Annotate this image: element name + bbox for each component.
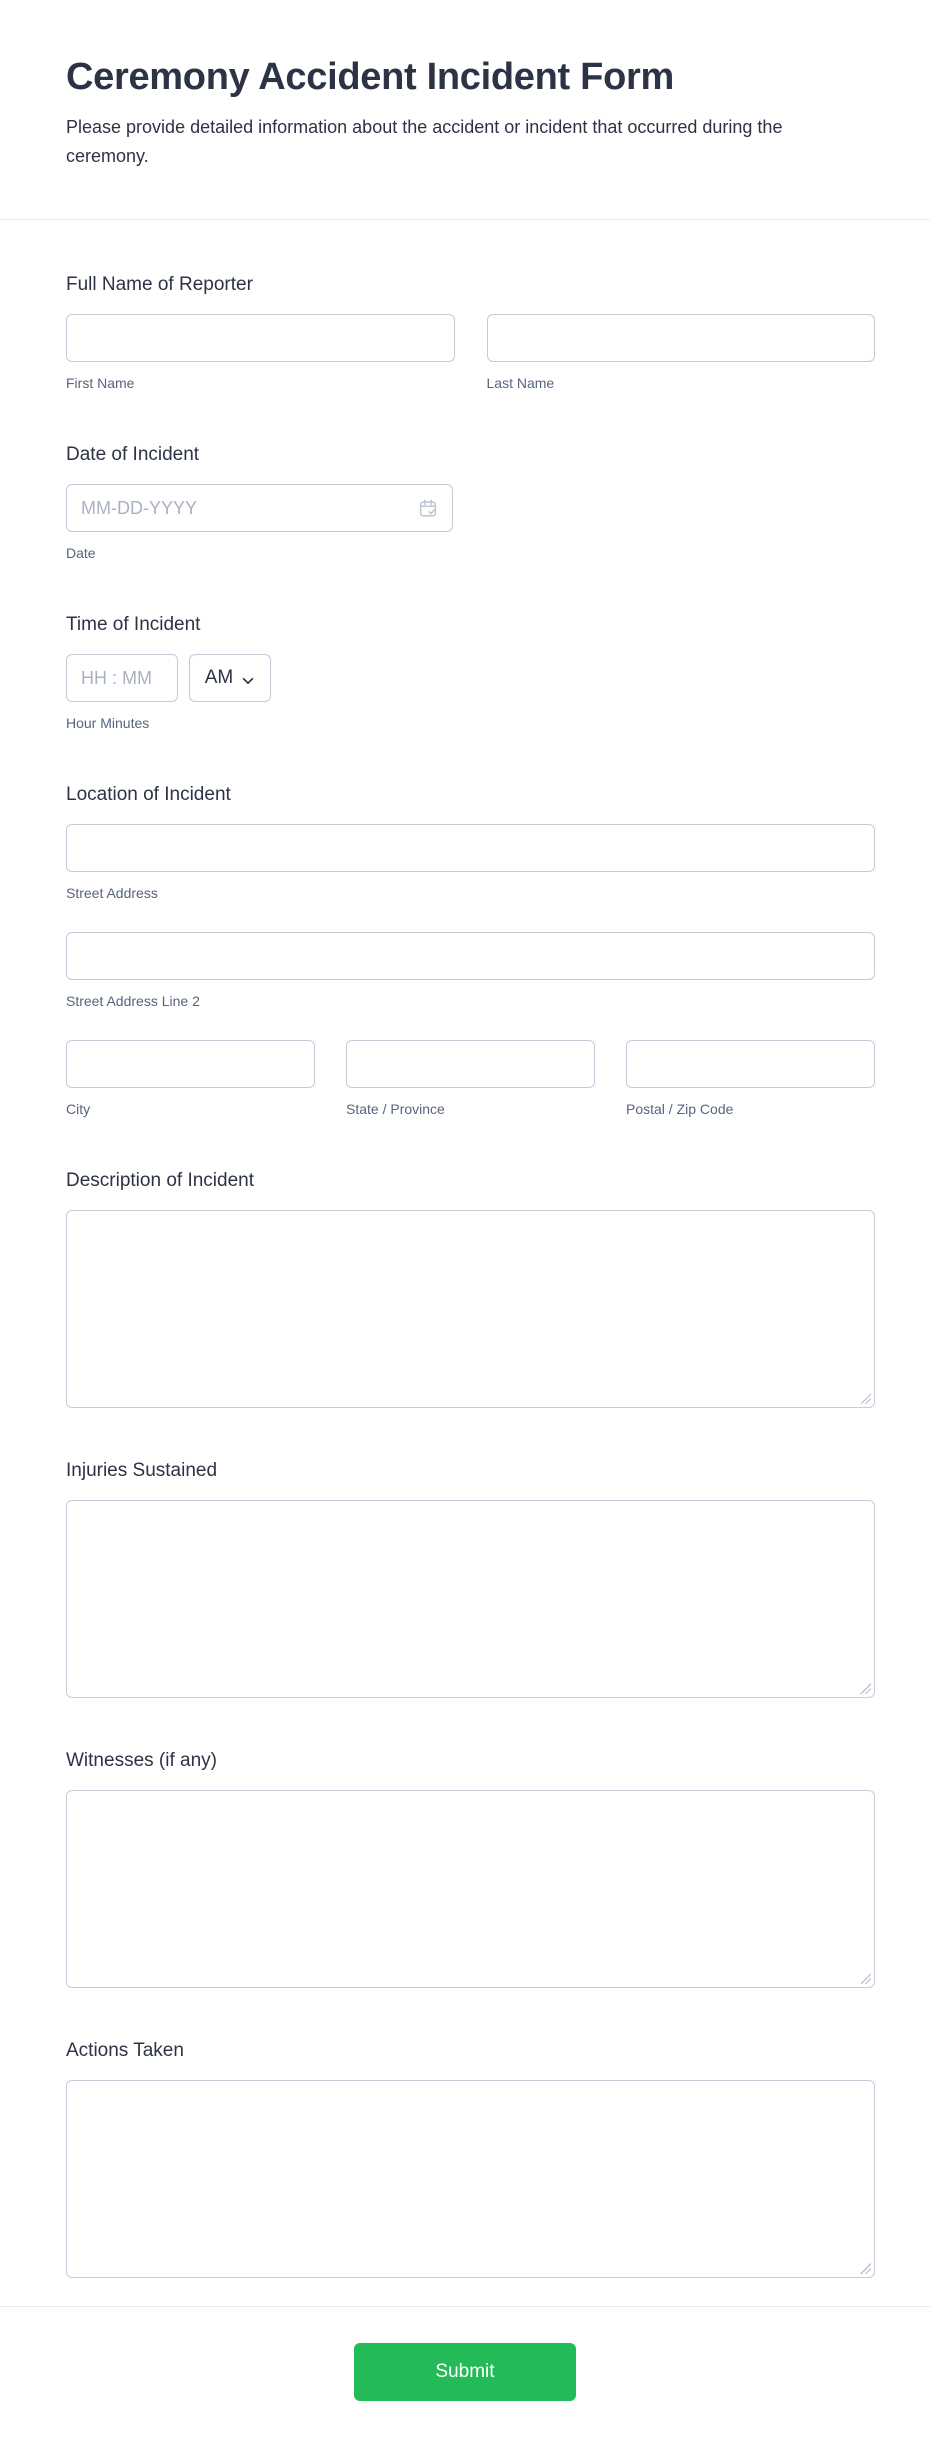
last-name-sublabel: Last Name [486, 375, 555, 391]
actions-textarea[interactable] [66, 2080, 875, 2278]
city-input[interactable] [66, 1040, 315, 1088]
time-input[interactable] [66, 654, 178, 702]
question-description [66, 1168, 875, 1408]
submit-button[interactable]: Submit [354, 2343, 576, 2401]
question-injuries [66, 1458, 875, 1698]
location-label: Location of Incident [66, 784, 231, 805]
question-location [66, 782, 875, 1118]
last-name-input[interactable] [487, 314, 876, 362]
witnesses-textarea[interactable] [66, 1790, 875, 1988]
city-sublabel: City [66, 1101, 91, 1117]
question-actions [66, 2038, 875, 2278]
injuries-label: Injuries Sustained [66, 1460, 218, 1481]
question-witnesses [66, 1748, 875, 1988]
time-sublabel: Hour Minutes [66, 715, 150, 731]
date-input[interactable] [66, 484, 453, 532]
witnesses-label: Witnesses (if any) [66, 1750, 217, 1771]
form-subtitle: Please provide detailed information about the accident or incident that occurred during the ceremony. [66, 117, 783, 166]
injuries-textarea[interactable] [66, 1500, 875, 1698]
question-time [66, 612, 875, 732]
question-date [66, 442, 875, 562]
description-textarea[interactable] [66, 1210, 875, 1408]
street-address-line2-input[interactable] [66, 932, 875, 980]
form-title: Ceremony Accident Incident Form [66, 56, 674, 98]
postal-sublabel: Postal / Zip Code [626, 1101, 734, 1117]
date-label: Date of Incident [66, 444, 200, 465]
meridiem-select[interactable] [189, 654, 271, 702]
form-header [0, 0, 930, 220]
street-address-input[interactable] [66, 824, 875, 872]
full-name-label: Full Name of Reporter [66, 274, 253, 295]
chevron-down-icon [241, 672, 255, 686]
street-address-line2-sublabel: Street Address Line 2 [66, 993, 200, 1009]
question-full-name [66, 272, 875, 392]
calendar-check-icon[interactable] [417, 497, 439, 519]
description-label: Description of Incident [66, 1170, 254, 1191]
state-sublabel: State / Province [346, 1101, 445, 1117]
first-name-sublabel: First Name [66, 375, 135, 391]
meridiem-value: AM [204, 667, 234, 688]
first-name-input[interactable] [66, 314, 455, 362]
postal-input[interactable] [626, 1040, 875, 1088]
actions-label: Actions Taken [66, 2040, 184, 2061]
time-label: Time of Incident [66, 614, 201, 635]
date-sublabel: Date [66, 545, 96, 561]
street-address-sublabel: Street Address [66, 885, 158, 901]
state-input[interactable] [346, 1040, 595, 1088]
